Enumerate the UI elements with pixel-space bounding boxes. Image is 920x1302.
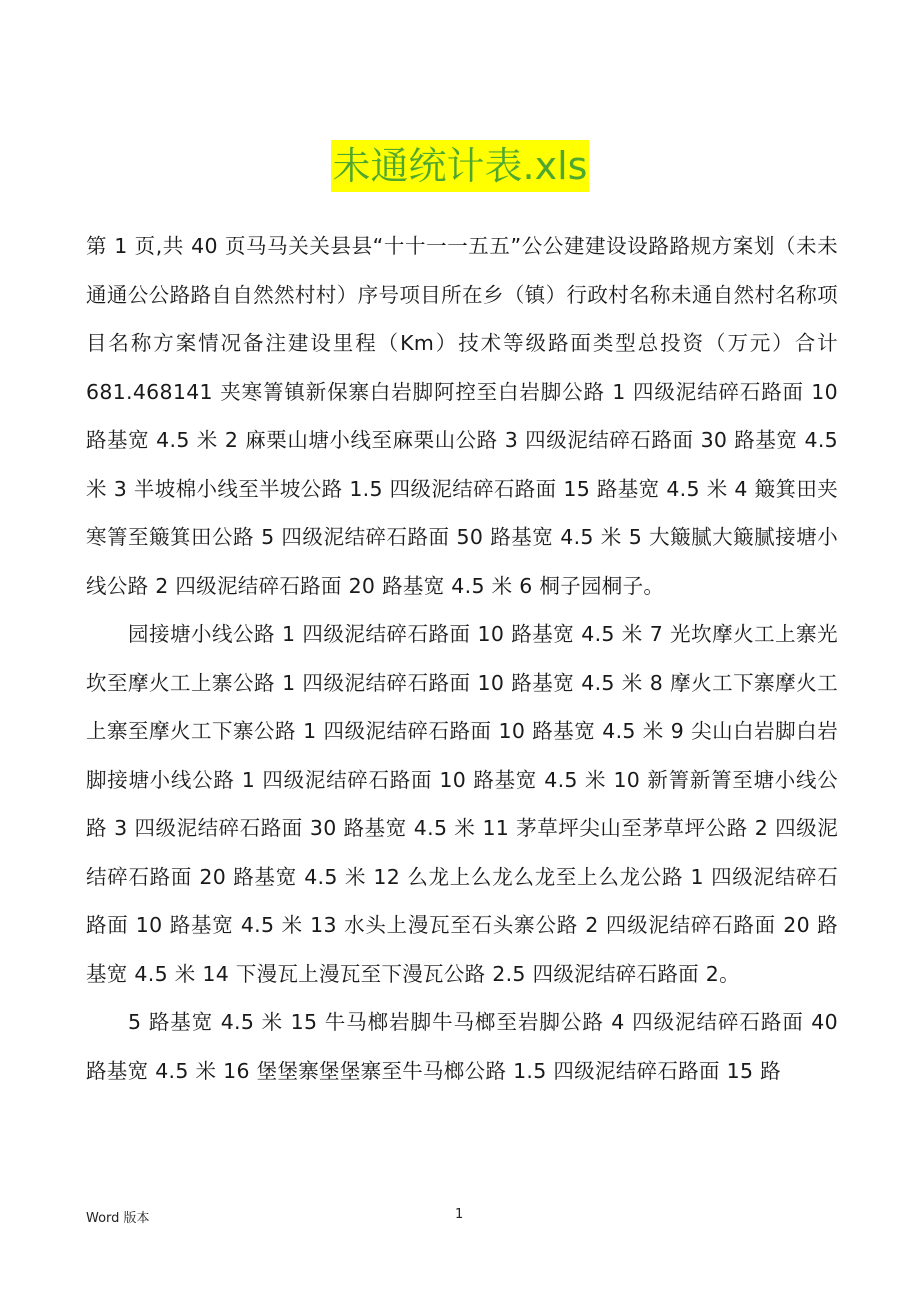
document-body xyxy=(86,222,838,1095)
footer-page-number: 1 xyxy=(455,1207,464,1222)
footer-version-label: Word 版本 xyxy=(86,1211,150,1226)
title-container xyxy=(0,140,920,192)
paragraph-2: 园接塘小线公路 1 四级泥结碎石路面 10 路基宽 4.5 米 7 光坎摩火工上寨光坎至摩火工上寨公路 1 四级泥结碎石路面 10 路基宽 4.5 米 8 摩火工下寨摩火工上寨至摩火工下寨公路 1 四级泥结碎石路面 10 路基宽 4.5 米 9 尖山白岩脚白岩脚接塘小线公路 1 四级泥结碎石路面 10 路基宽 4.5 米 10 新箐新箐至塘小线公路 3 四级泥结碎石路面 30 路基宽 4.5 米 11 茅草坪尖山至茅草坪公路 2 四级泥结碎石路面 20 路基宽 4.5 米 12 么龙上么龙么龙至上么龙公路 1 四级泥结碎石路面 10 路基宽 4.5 米 13 水头上漫瓦至石头寨公路 2 四级泥结碎石路面 20 路基宽 4.5 米 14 下漫瓦上漫瓦至下漫瓦公路 2.5 四级泥结碎石路面 2。 xyxy=(86,622,838,986)
document-title: 未通统计表.xls xyxy=(331,140,590,192)
paragraph-3: 5 路基宽 4.5 米 15 牛马榔岩脚牛马榔至岩脚公路 4 四级泥结碎石路面 40 路基宽 4.5 米 16 堡堡寨堡堡寨至牛马榔公路 1.5 四级泥结碎石路面 15 路 xyxy=(86,1010,838,1083)
paragraph-1: 第 1 页,共 40 页马马关关县县“十十一一五五”公公建建设设路路规方案划（未未通通公公路路自自然然村村）序号项目所在乡（镇）行政村名称未通自然村名称项目名称方案情况备注建设里程（Km）技术等级路面类型总投资（万元）合计 681.468141 夹寒箐镇新保寨白岩脚阿控至白岩脚公路 1 四级泥结碎石路面 10 路基宽 4.5 米 2 麻栗山塘小线至麻栗山公路 3 四级泥结碎石路面 30 路基宽 4.5 米 3 半坡棉小线至半坡公路 1.5 四级泥结碎石路面 15 路基宽 4.5 米 4 簸箕田夹寒箐至簸箕田公路 5 四级泥结碎石路面 50 路基宽 4.5 米 5 大簸腻大簸腻接塘小线公路 2 四级泥结碎石路面 20 路基宽 4.5 米 6 桐子园桐子。 xyxy=(86,234,838,598)
